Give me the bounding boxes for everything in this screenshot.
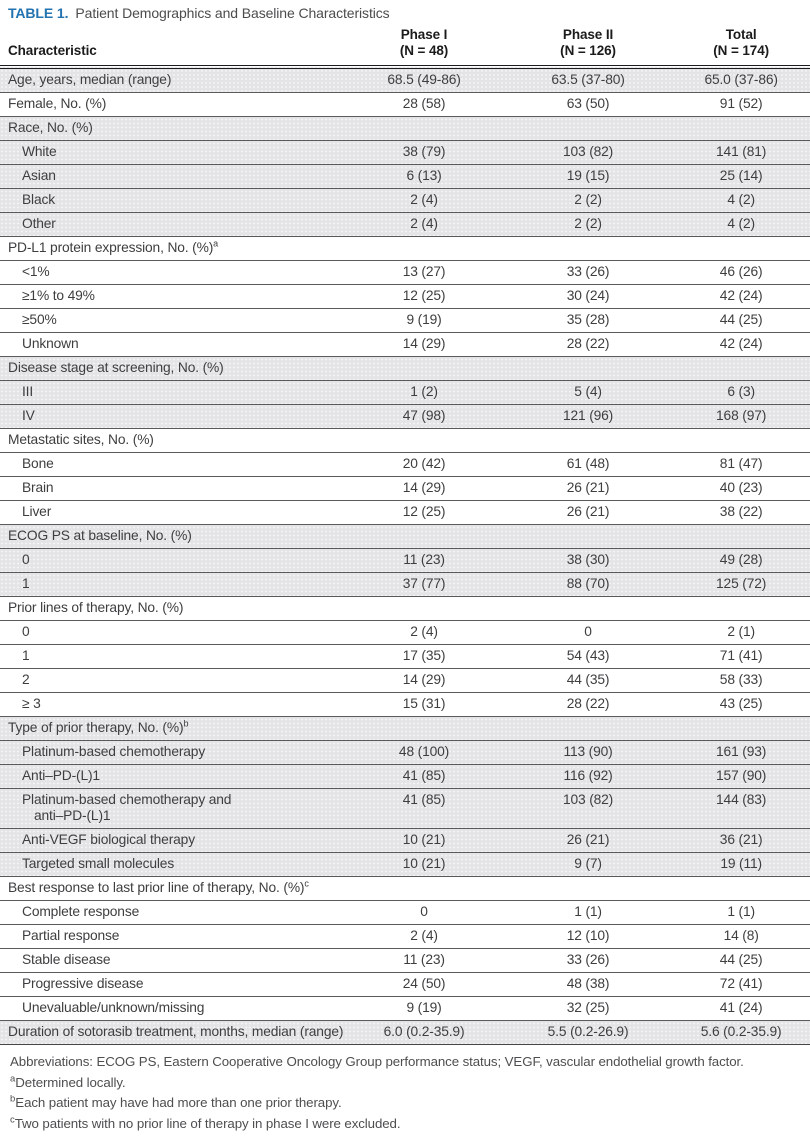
row-label-line2: anti–PD-(L)1 <box>34 808 111 823</box>
footnote-c <box>10 1116 798 1132</box>
row-label: Bone <box>22 456 54 471</box>
header-phase1-line1: Phase I <box>400 27 448 42</box>
table-row <box>0 261 810 285</box>
table-row <box>0 765 810 789</box>
row-label: ≥50% <box>22 312 57 327</box>
row-label: Duration of sotorasib treatment, months, median (range) <box>8 1024 344 1039</box>
table-row <box>0 285 810 309</box>
value-cell: 61 (48) <box>504 453 672 477</box>
footnote-text: Abbreviations: ECOG PS, Eastern Cooperative Oncology Group performance status; VEGF, vascular endothelial growth factor. <box>10 1054 744 1069</box>
value-cell: 11 (23) <box>344 549 504 573</box>
table-row <box>0 829 810 853</box>
value-cell: 9 (19) <box>344 309 504 333</box>
characteristic-cell <box>0 261 344 285</box>
value-cell: 157 (90) <box>672 765 810 789</box>
row-label: 2 <box>22 672 30 687</box>
value-cell: 26 (21) <box>504 501 672 525</box>
table-row <box>0 405 810 429</box>
row-label: White <box>22 144 57 159</box>
value-cell: 2 (2) <box>504 189 672 213</box>
table-header <box>0 26 810 67</box>
value-cell: 37 (77) <box>344 573 504 597</box>
value-cell: 0 <box>344 901 504 925</box>
value-cell: 38 (30) <box>504 549 672 573</box>
row-label: Progressive disease <box>22 976 144 991</box>
value-cell: 24 (50) <box>344 973 504 997</box>
header-total-line2: (N = 174) <box>713 43 770 58</box>
footnote-text: Determined locally. <box>15 1074 126 1090</box>
row-label: Targeted small molecules <box>22 856 175 871</box>
row-label: PD-L1 protein expression, No. (%)$^a$ <box>8 238 219 255</box>
table-caption: Patient Demographics and Baseline Characteristics <box>75 5 390 21</box>
value-cell: 28 (22) <box>504 693 672 717</box>
header-phase1 <box>344 26 504 67</box>
value-cell: 161 (93) <box>672 741 810 765</box>
characteristic-cell <box>0 949 344 973</box>
footnote-b <box>10 1095 798 1111</box>
value-cell: 14 (29) <box>344 477 504 501</box>
value-cell: 113 (90) <box>504 741 672 765</box>
characteristic-cell <box>0 213 344 237</box>
value-cell: 25 (14) <box>672 165 810 189</box>
value-cell: 44 (25) <box>672 949 810 973</box>
value-cell: 44 (35) <box>504 669 672 693</box>
value-cell: 14 (29) <box>344 333 504 357</box>
value-cell: 54 (43) <box>504 645 672 669</box>
value-cell: 46 (26) <box>672 261 810 285</box>
value-cell: 2 (4) <box>344 213 504 237</box>
row-label: Asian <box>22 168 56 183</box>
table-row <box>0 141 810 165</box>
row-label: 1 <box>22 648 30 663</box>
characteristic-cell <box>0 117 810 141</box>
table-row <box>0 1021 810 1045</box>
section-header-row <box>0 429 810 453</box>
row-label: ≥1% to 49% <box>22 288 95 303</box>
characteristic-cell <box>0 901 344 925</box>
header-total-line1: Total <box>725 27 757 42</box>
characteristic-cell <box>0 165 344 189</box>
value-cell: 88 (70) <box>504 573 672 597</box>
header-phase1-line2: (N = 48) <box>399 43 449 58</box>
value-cell: 26 (21) <box>504 477 672 501</box>
characteristic-cell <box>0 285 344 309</box>
characteristic-cell <box>0 453 344 477</box>
characteristic-cell <box>0 67 344 93</box>
value-cell: 42 (24) <box>672 285 810 309</box>
value-cell: 44 (25) <box>672 309 810 333</box>
value-cell: 63.5 (37-80) <box>504 67 672 93</box>
value-cell: 1 (2) <box>344 381 504 405</box>
value-cell: 103 (82) <box>504 789 672 829</box>
characteristic-cell <box>0 141 344 165</box>
characteristic-cell <box>0 573 344 597</box>
value-cell: 42 (24) <box>672 333 810 357</box>
value-cell: 43 (25) <box>672 693 810 717</box>
value-cell: 28 (22) <box>504 333 672 357</box>
value-cell: 40 (23) <box>672 477 810 501</box>
row-label: Brain <box>22 480 54 495</box>
table-row <box>0 333 810 357</box>
value-cell: 41 (85) <box>344 789 504 829</box>
section-header-row <box>0 117 810 141</box>
characteristic-cell <box>0 381 344 405</box>
table-row <box>0 949 810 973</box>
table-row <box>0 741 810 765</box>
row-label: 0 <box>22 552 30 567</box>
row-label: <1% <box>22 264 50 279</box>
footnote-abbreviations <box>10 1054 798 1070</box>
header-characteristic-label: Characteristic <box>8 43 97 58</box>
header-phase2-line2: (N = 126) <box>560 43 616 58</box>
value-cell: 72 (41) <box>672 973 810 997</box>
row-label: Disease stage at screening, No. (%) <box>8 360 224 375</box>
row-label: Race, No. (%) <box>8 120 93 135</box>
value-cell: 49 (28) <box>672 549 810 573</box>
row-label: ECOG PS at baseline, No. (%) <box>8 528 192 543</box>
table-row <box>0 67 810 93</box>
section-header-row <box>0 525 810 549</box>
table-row <box>0 693 810 717</box>
value-cell: 33 (26) <box>504 261 672 285</box>
table-row <box>0 621 810 645</box>
table-row <box>0 309 810 333</box>
value-cell: 48 (100) <box>344 741 504 765</box>
value-cell: 58 (33) <box>672 669 810 693</box>
footnote-marker: b <box>183 718 189 729</box>
value-cell: 144 (83) <box>672 789 810 829</box>
table-row <box>0 573 810 597</box>
row-label: Anti-VEGF biological therapy <box>22 832 195 847</box>
table-row <box>0 381 810 405</box>
value-cell: 9 (7) <box>504 853 672 877</box>
row-label: Type of prior therapy, No. (%)$^b$ <box>8 718 189 735</box>
characteristic-cell <box>0 525 810 549</box>
value-cell: 13 (27) <box>344 261 504 285</box>
characteristic-cell <box>0 549 344 573</box>
characteristic-cell <box>0 789 344 829</box>
table-row <box>0 453 810 477</box>
footnote-marker: a <box>213 238 219 249</box>
footnote-marker: b <box>10 1093 16 1105</box>
table-row <box>0 853 810 877</box>
value-cell: 6 (13) <box>344 165 504 189</box>
value-cell: 2 (2) <box>504 213 672 237</box>
row-label: Complete response <box>22 904 140 919</box>
characteristic-cell <box>0 877 810 901</box>
table-row <box>0 925 810 949</box>
value-cell: 20 (42) <box>344 453 504 477</box>
table-row <box>0 997 810 1021</box>
value-cell: 4 (2) <box>672 213 810 237</box>
value-cell: 5.6 (0.2-35.9) <box>672 1021 810 1045</box>
characteristic-cell <box>0 765 344 789</box>
value-cell: 68.5 (49-86) <box>344 67 504 93</box>
characteristic-cell <box>0 997 344 1021</box>
value-cell: 12 (10) <box>504 925 672 949</box>
characteristic-cell <box>0 693 344 717</box>
value-cell: 38 (22) <box>672 501 810 525</box>
value-cell: 0 <box>504 621 672 645</box>
value-cell: 125 (72) <box>672 573 810 597</box>
table-footnotes <box>0 1045 810 1132</box>
table-row <box>0 645 810 669</box>
header-phase2 <box>504 26 672 67</box>
characteristic-cell <box>0 237 810 261</box>
characteristic-cell <box>0 925 344 949</box>
characteristic-cell <box>0 621 344 645</box>
characteristic-cell <box>0 357 810 381</box>
table-row <box>0 213 810 237</box>
row-label: Female, No. (%) <box>8 96 107 111</box>
row-label: Anti–PD-(L)1 <box>22 768 100 783</box>
section-header-row <box>0 357 810 381</box>
characteristic-cell <box>0 645 344 669</box>
row-label: Partial response <box>22 928 120 943</box>
section-header-row <box>0 717 810 741</box>
value-cell: 2 (1) <box>672 621 810 645</box>
row-label: Age, years, median (range) <box>8 72 172 87</box>
value-cell: 10 (21) <box>344 829 504 853</box>
value-cell: 81 (47) <box>672 453 810 477</box>
table-row <box>0 669 810 693</box>
section-header-row <box>0 877 810 901</box>
value-cell: 14 (29) <box>344 669 504 693</box>
value-cell: 30 (24) <box>504 285 672 309</box>
characteristic-cell <box>0 1021 344 1045</box>
row-label: Prior lines of therapy, No. (%) <box>8 600 184 615</box>
table-body <box>0 67 810 1045</box>
characteristic-cell <box>0 333 344 357</box>
value-cell: 4 (2) <box>672 189 810 213</box>
characteristic-cell <box>0 829 344 853</box>
value-cell: 6 (3) <box>672 381 810 405</box>
value-cell: 19 (15) <box>504 165 672 189</box>
table-row <box>0 549 810 573</box>
value-cell: 5.5 (0.2-26.9) <box>504 1021 672 1045</box>
value-cell: 1 (1) <box>672 901 810 925</box>
section-header-row <box>0 237 810 261</box>
table-row <box>0 789 810 829</box>
row-label: Platinum-based chemotherapy <box>22 744 206 759</box>
header-characteristic <box>0 26 344 67</box>
value-cell: 15 (31) <box>344 693 504 717</box>
row-label: Unknown <box>22 336 79 351</box>
row-label: Liver <box>22 504 52 519</box>
value-cell: 47 (98) <box>344 405 504 429</box>
value-cell: 71 (41) <box>672 645 810 669</box>
value-cell: 63 (50) <box>504 93 672 117</box>
table-row <box>0 973 810 997</box>
footnote-marker: c <box>10 1114 15 1126</box>
row-label: Platinum-based chemotherapy and <box>22 792 232 807</box>
value-cell: 11 (23) <box>344 949 504 973</box>
footnote-marker: c <box>304 878 309 889</box>
characteristic-cell <box>0 93 344 117</box>
demographics-table <box>0 26 810 1045</box>
row-label: Black <box>22 192 55 207</box>
characteristic-cell <box>0 189 344 213</box>
table-number-label: TABLE 1. <box>8 5 69 21</box>
footnote-marker: a <box>10 1073 16 1085</box>
value-cell: 2 (4) <box>344 925 504 949</box>
section-header-row <box>0 597 810 621</box>
row-label: IV <box>22 408 35 423</box>
table-row <box>0 501 810 525</box>
value-cell: 141 (81) <box>672 141 810 165</box>
value-cell: 32 (25) <box>504 997 672 1021</box>
characteristic-cell <box>0 853 344 877</box>
value-cell: 121 (96) <box>504 405 672 429</box>
value-cell: 6.0 (0.2-35.9) <box>344 1021 504 1045</box>
characteristic-cell <box>0 405 344 429</box>
value-cell: 17 (35) <box>344 645 504 669</box>
row-label: Stable disease <box>22 952 111 967</box>
value-cell: 33 (26) <box>504 949 672 973</box>
value-cell: 36 (21) <box>672 829 810 853</box>
value-cell: 10 (21) <box>344 853 504 877</box>
header-phase2-line1: Phase II <box>562 27 614 42</box>
characteristic-cell <box>0 973 344 997</box>
characteristic-cell <box>0 501 344 525</box>
value-cell: 5 (4) <box>504 381 672 405</box>
header-row <box>0 26 810 67</box>
table-row <box>0 189 810 213</box>
value-cell: 12 (25) <box>344 501 504 525</box>
characteristic-cell <box>0 669 344 693</box>
row-label: 0 <box>22 624 30 639</box>
footnote-text: Each patient may have had more than one prior therapy. <box>15 1095 342 1110</box>
value-cell: 116 (92) <box>504 765 672 789</box>
characteristic-cell <box>0 309 344 333</box>
row-label: Metastatic sites, No. (%) <box>8 432 154 447</box>
value-cell: 19 (11) <box>672 853 810 877</box>
row-label: Unevaluable/unknown/missing <box>22 1000 205 1015</box>
value-cell: 38 (79) <box>344 141 504 165</box>
header-total <box>672 26 810 67</box>
characteristic-cell <box>0 477 344 501</box>
value-cell: 41 (85) <box>344 765 504 789</box>
value-cell: 168 (97) <box>672 405 810 429</box>
value-cell: 35 (28) <box>504 309 672 333</box>
value-cell: 12 (25) <box>344 285 504 309</box>
characteristic-cell <box>0 597 810 621</box>
footnote-a <box>10 1075 798 1091</box>
value-cell: 26 (21) <box>504 829 672 853</box>
row-label: III <box>22 384 34 399</box>
table-title <box>0 0 810 26</box>
value-cell: 2 (4) <box>344 621 504 645</box>
value-cell: 2 (4) <box>344 189 504 213</box>
value-cell: 48 (38) <box>504 973 672 997</box>
row-label: Best response to last prior line of therapy, No. (%)$^c$ <box>8 878 309 895</box>
characteristic-cell <box>0 717 810 741</box>
value-cell: 14 (8) <box>672 925 810 949</box>
value-cell: 9 (19) <box>344 997 504 1021</box>
characteristic-cell <box>0 741 344 765</box>
value-cell: 65.0 (37-86) <box>672 67 810 93</box>
table-row <box>0 165 810 189</box>
characteristic-cell <box>0 429 810 453</box>
table-row <box>0 477 810 501</box>
table-row <box>0 93 810 117</box>
row-label: Other <box>22 216 56 231</box>
value-cell: 103 (82) <box>504 141 672 165</box>
row-label: 1 <box>22 576 30 591</box>
value-cell: 91 (52) <box>672 93 810 117</box>
value-cell: 41 (24) <box>672 997 810 1021</box>
footnote-text: Two patients with no prior line of therapy in phase I were excluded. <box>14 1115 401 1131</box>
value-cell: 28 (58) <box>344 93 504 117</box>
row-label: ≥ 3 <box>22 696 41 711</box>
table-row <box>0 901 810 925</box>
value-cell: 1 (1) <box>504 901 672 925</box>
